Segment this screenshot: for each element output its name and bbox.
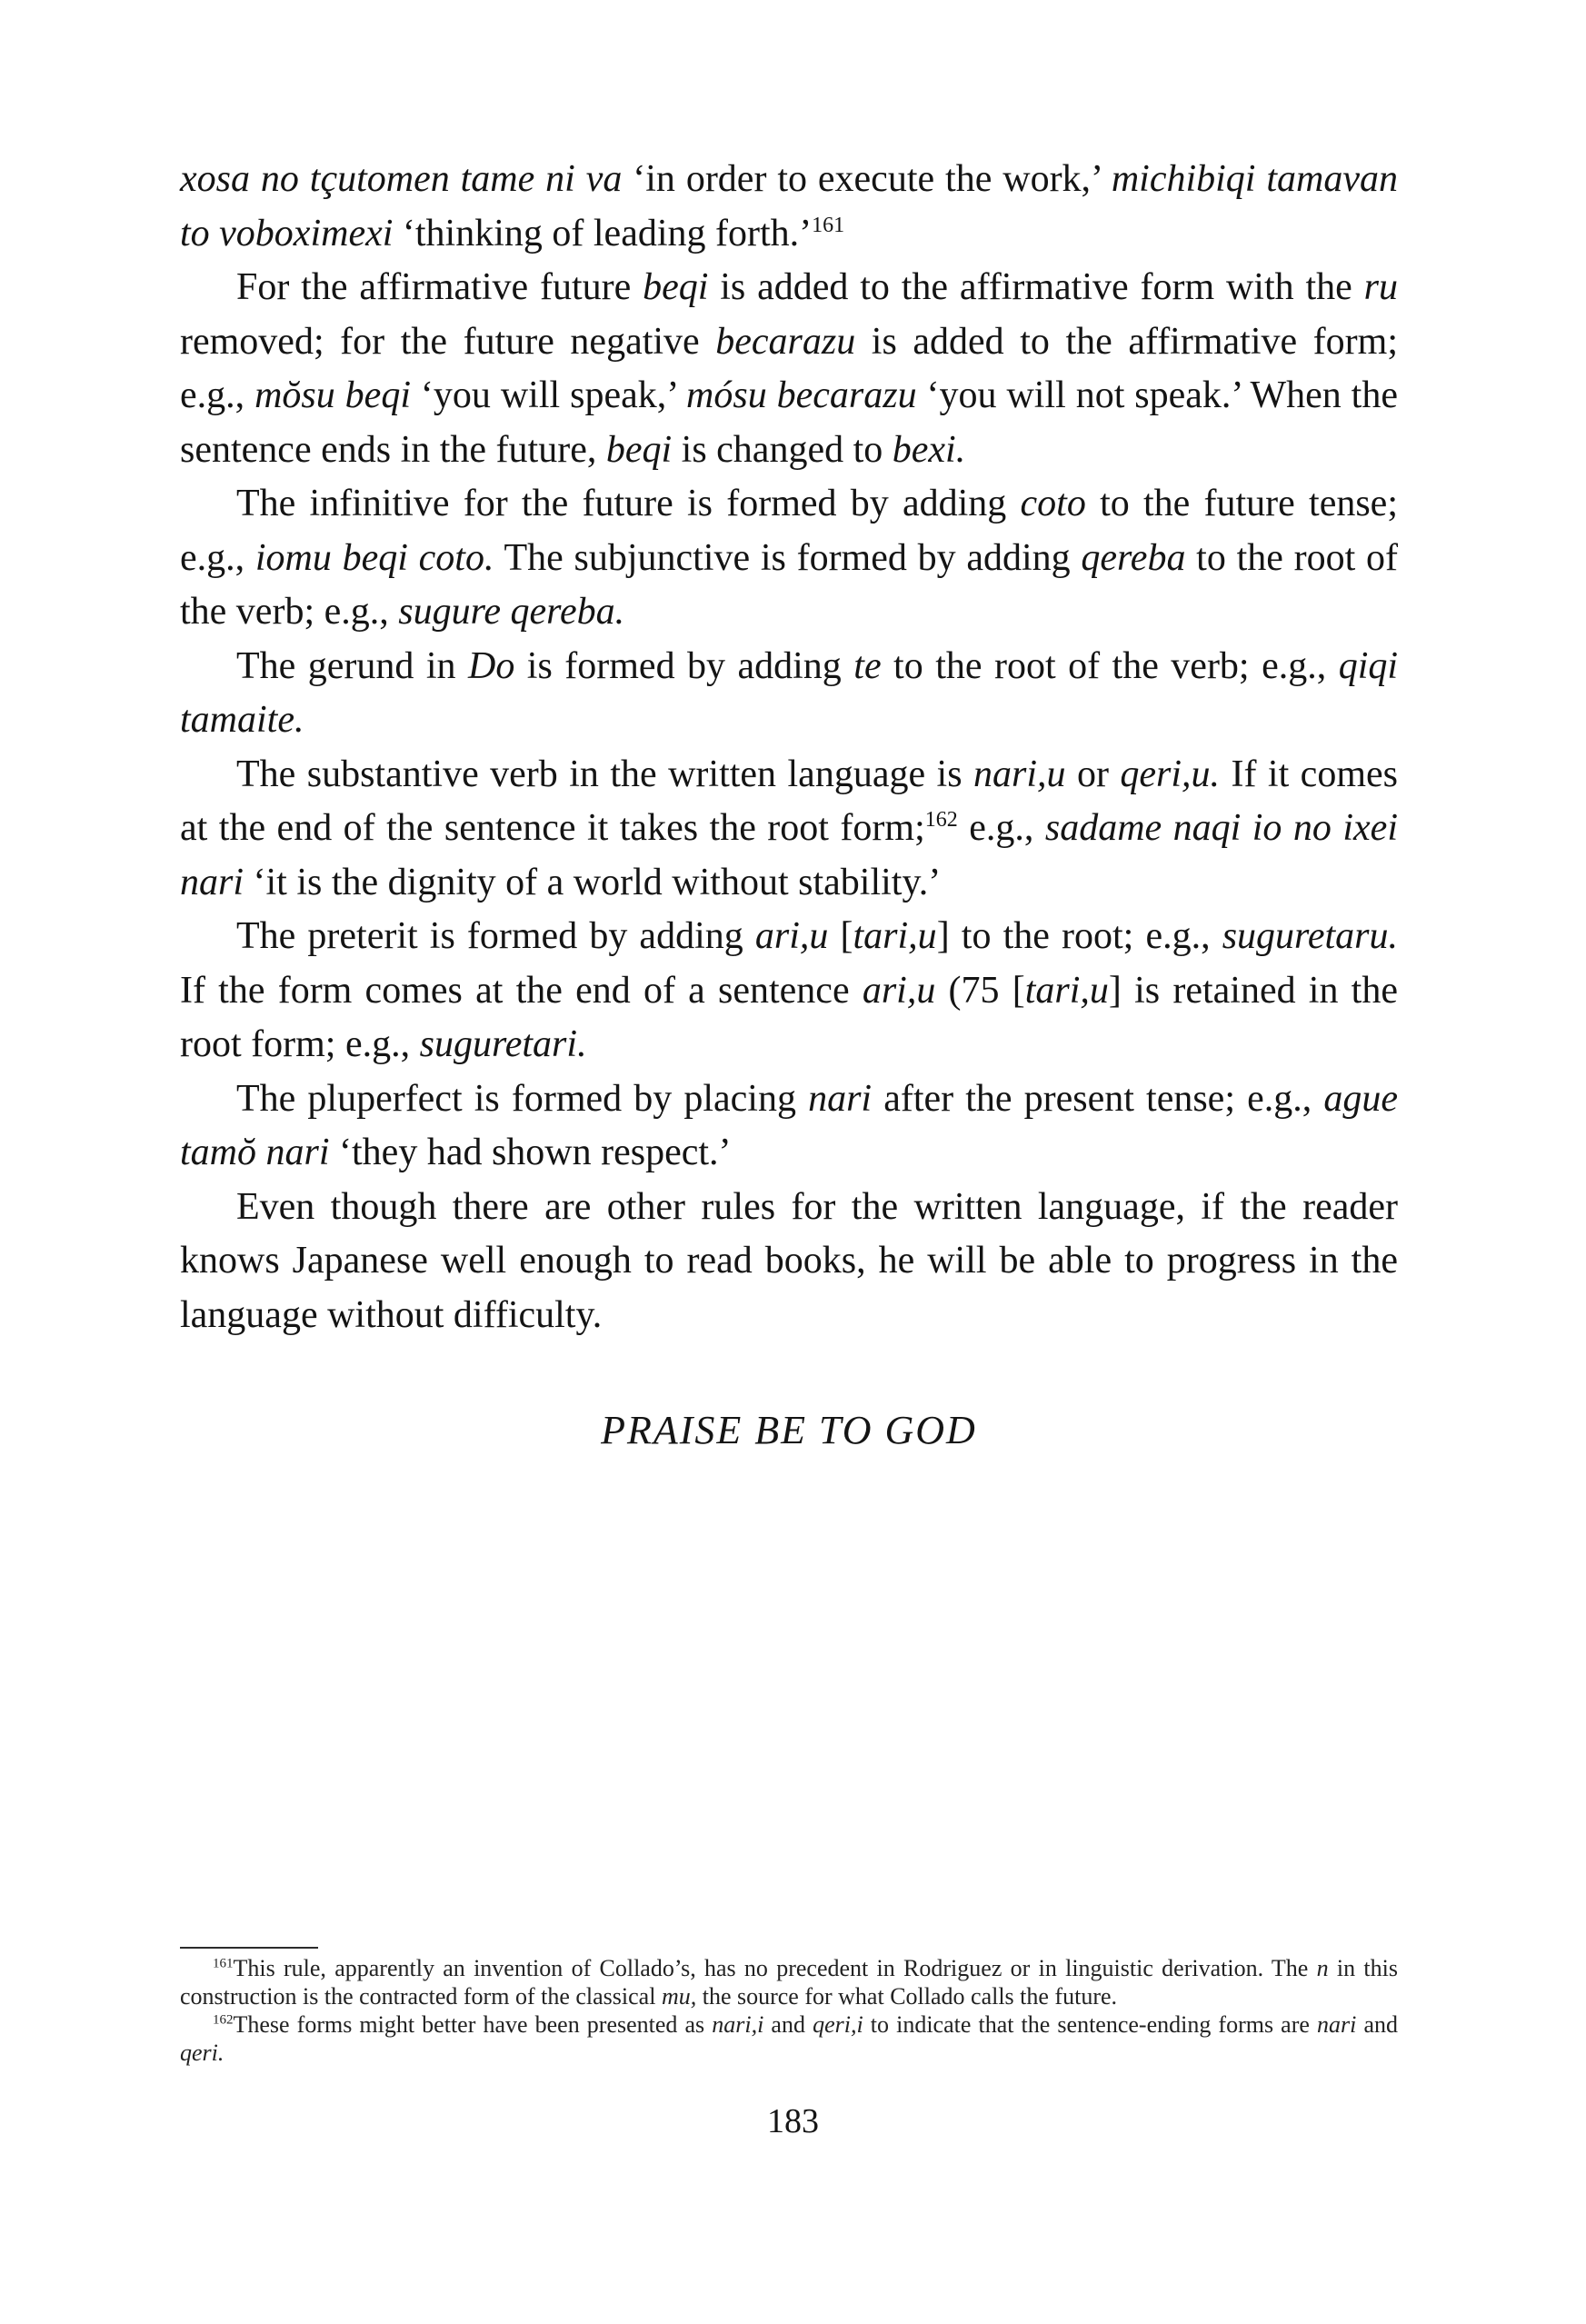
footnote-ref-161[interactable]: 161 — [812, 213, 845, 237]
body-text — [180, 153, 1398, 1342]
italic-phrase: sadame naqi io no ixei nari — [180, 807, 1398, 903]
italic-phrase: nari — [808, 1077, 873, 1120]
text-run: to the future tense; e.g., — [180, 483, 1398, 579]
text-run: These forms might better have been presented as — [233, 2011, 713, 2038]
text-run: For the affirmative future — [236, 266, 643, 308]
text-run: Even though there are other rules for the written language, if the reader knows Japanese well enough to read books, he will be able to progress in the language without difficulty. — [180, 1185, 1398, 1336]
paragraph-closing-remark — [180, 1181, 1398, 1343]
text-run: is changed to — [672, 428, 893, 471]
italic-phrase: beqi — [643, 266, 709, 308]
text-run: If the form comes at the end of a sentence — [180, 969, 863, 1012]
text-run: The preterit is formed by adding — [236, 915, 755, 957]
footnote-number: 161 — [213, 1956, 234, 1971]
italic-phrase: qereba — [1081, 536, 1186, 579]
italic-phrase: qiqi tamaite. — [180, 644, 1399, 741]
text-run: the source for what Collado calls the future. — [696, 1983, 1118, 2010]
italic-phrase: iomu beqi coto. — [254, 536, 494, 579]
text-run: is added to the affirmative form; e.g., — [180, 320, 1398, 416]
text-run: The subjunctive is formed by adding — [494, 536, 1082, 579]
text-run: in this construction is the contracted form of the classical — [180, 1955, 1398, 2010]
text-run: The substantive verb in the written language is — [236, 753, 973, 795]
paragraph-substantive-verb — [180, 748, 1398, 911]
italic-phrase: ague tamŏ nari — [180, 1077, 1398, 1173]
text-run: The infinitive for the future is formed by adding — [236, 483, 1021, 524]
italic-phrase: mu, — [661, 1983, 697, 2010]
italic-phrase: suguretari. — [419, 1023, 587, 1065]
text-run: ‘in order to execute the work,’ — [622, 158, 1112, 200]
paragraph-future — [180, 261, 1398, 477]
italic-phrase: suguretaru. — [1222, 915, 1398, 957]
page-number: 183 — [767, 2102, 819, 2140]
text-run: The gerund in — [236, 644, 468, 687]
italic-phrase: nari — [1317, 2011, 1357, 2038]
italic-phrase: n — [1316, 1955, 1329, 1981]
text-run: ‘thinking of leading forth.’ — [393, 212, 813, 254]
italic-phrase: nari,u — [973, 753, 1066, 795]
italic-phrase: beqi — [605, 428, 673, 471]
text-run: removed; for the future negative — [180, 320, 716, 363]
text-run: is formed by adding — [514, 644, 854, 687]
text-run: ] is retained in the root form; e.g., — [180, 969, 1398, 1065]
italic-phrase: ru — [1363, 266, 1398, 308]
paragraph-preterit — [180, 910, 1398, 1072]
text-run: or — [1065, 753, 1121, 795]
text-run: is added to the affirmative form with the — [708, 266, 1364, 308]
footnote-divider — [180, 1947, 318, 1949]
italic-phrase: becarazu — [715, 320, 856, 363]
italic-phrase: coto — [1020, 483, 1086, 524]
text-run: and — [763, 2011, 813, 2038]
text-run: The pluperfect is formed by placing — [236, 1077, 809, 1120]
text-run: ‘you will not speak.’ When the sentence ends in the future, — [180, 374, 1398, 471]
text-run: to indicate that the sentence-ending forms are — [863, 2011, 1318, 2038]
italic-phrase: michibiqi tamavan to voboximexi — [180, 158, 1399, 254]
text-run: to the root of the verb; e.g., — [881, 644, 1339, 687]
italic-phrase: ari,u — [862, 969, 936, 1012]
italic-phrase: tari,u — [853, 915, 937, 957]
italic-phrase: qeri. — [180, 2040, 224, 2066]
italic-phrase: sugure qereba. — [398, 591, 625, 633]
paragraph-pluperfect — [180, 1072, 1398, 1181]
text-run: This rule, apparently an invention of Collado’s, has no precedent in Rodriguez or in linguistic derivation. The — [233, 1955, 1317, 1981]
footnote-161 — [180, 1954, 1398, 2010]
italic-phrase: ari,u — [754, 915, 829, 957]
footnotes — [180, 1954, 1398, 2067]
italic-phrase: Do — [468, 644, 515, 687]
text-run: after the present tense; e.g., — [872, 1077, 1324, 1120]
text-run: [ — [828, 915, 853, 957]
italic-phrase: mósu becarazu — [686, 374, 917, 416]
footnote-ref-162[interactable]: 162 — [924, 808, 958, 832]
paragraph-gerund — [180, 640, 1398, 748]
italic-phrase: nari,i — [712, 2011, 764, 2038]
text-run: ‘you will speak,’ — [411, 374, 687, 416]
text-run: e.g., — [957, 807, 1045, 849]
italic-phrase: bexi. — [892, 428, 966, 471]
text-run: to the root of the verb; e.g., — [180, 536, 1398, 633]
paragraph-continuation — [180, 153, 1398, 261]
closing-line: PRAISE BE TO GOD — [601, 1408, 977, 1452]
italic-phrase: qeri,u. — [1120, 753, 1221, 795]
text-run: ‘it is the dignity of a world without stability.’ — [244, 861, 942, 903]
text-run: If it comes at the end of the sentence it takes the root form; — [180, 753, 1398, 849]
page-content — [180, 153, 1399, 1452]
text-run: (75 [ — [935, 969, 1025, 1012]
text-run: ‘they had shown respect.’ — [329, 1132, 732, 1173]
text-run: and — [1356, 2011, 1398, 2038]
italic-phrase: mŏsu beqi — [254, 374, 411, 416]
footnote-162 — [180, 2010, 1398, 2067]
italic-phrase: qeri,i — [813, 2011, 863, 2038]
footnote-number: 162 — [213, 2012, 234, 2028]
italic-phrase: xosa no tçutomen tame ni va — [180, 158, 623, 200]
paragraph-infinitive — [180, 477, 1398, 640]
italic-phrase: tari,u — [1024, 969, 1109, 1012]
italic-phrase: te — [853, 644, 882, 687]
text-run: ] to the root; e.g., — [936, 915, 1222, 957]
